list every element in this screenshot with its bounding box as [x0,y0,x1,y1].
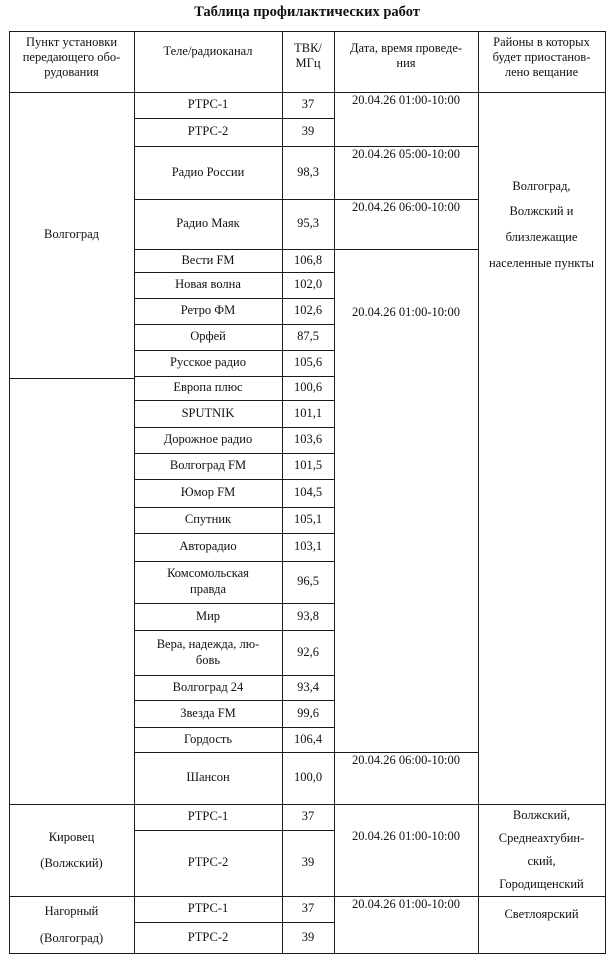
channel-cell: Комсомольская правда [167,566,249,596]
frequency-cell: 93,8 [297,608,319,623]
site-cell: Кировец (Волжский) [40,829,103,870]
channel-cell: Вести FM [181,252,235,267]
datetime-cell: 20.04.26 01:00-10:00 [352,829,460,844]
frequency-cell: 106,8 [293,252,323,267]
frequency-cell: 103,1 [293,539,323,554]
frequency-cell: 99,6 [297,705,319,720]
frequency-cell: 102,0 [293,277,323,292]
datetime-cell: 20.04.26 05:00-10:00 [352,147,460,161]
frequency-cell: 102,6 [293,303,323,318]
channel-cell: РТРС-1 [187,809,229,824]
channel-cell: Радио Маяк [176,216,240,231]
frequency-cell: 105,1 [293,512,323,527]
channel-cell: Дорожное радио [163,432,253,447]
frequency-cell: 95,3 [297,216,319,231]
site-divider [9,378,134,379]
table-title: Таблица профилактических работ [194,4,420,20]
channel-cell: Европа плюс [173,380,243,395]
frequency-cell: 39 [301,124,315,139]
channel-cell: Авторадио [179,539,237,554]
header-channel: Теле/радиоканал [163,44,253,58]
frequency-cell: 103,6 [293,432,323,447]
channel-cell: SPUTNIK [181,405,235,420]
channel-cell: Ретро ФМ [180,303,236,318]
frequency-cell: 39 [301,929,315,944]
channel-cell: Шансон [186,770,230,785]
table-border-right [605,31,606,953]
frequency-cell: 106,4 [293,731,323,746]
channel-cell: Звезда FM [180,705,236,720]
site-cell: Волгоград [43,227,99,242]
frequency-cell: 87,5 [297,329,319,344]
frequency-cell: 105,6 [293,355,323,370]
channel-cell: Волгоград FM [169,458,247,473]
header-districts: Районы в которых будет приостанов- лено вещание [492,35,591,79]
channel-cell: РТРС-1 [187,901,229,916]
frequency-cell: 98,3 [297,164,319,179]
frequency-cell: 92,6 [297,644,319,659]
header-freq: ТВК/ МГц [294,41,322,70]
channel-cell: Юмор FM [180,485,236,500]
channel-cell: Новая волна [175,277,241,292]
frequency-cell: 100,0 [293,770,323,785]
channel-cell: РТРС-1 [187,97,229,112]
channel-cell: Волгоград 24 [172,679,244,694]
channel-cell: РТРС-2 [187,855,229,870]
site-cell: Нагорный (Волгоград) [39,904,104,945]
frequency-cell: 39 [301,855,315,870]
frequency-cell: 96,5 [297,574,319,589]
header-datetime: Дата, время проведе- ния [349,41,463,70]
district-cell: Светлоярский [504,907,579,921]
district-cell: Волгоград, Волжский и близлежащие населенные пункты [488,178,595,270]
channel-cell: РТРС-2 [187,124,229,139]
frequency-cell: 101,5 [293,458,323,473]
frequency-cell: 37 [301,97,315,112]
channel-cell: Русское радио [170,355,246,370]
datetime-cell: 20.04.26 06:00-10:00 [352,753,460,767]
channel-cell: Орфей [190,329,226,344]
channel-cell: Вера, надежда, лю- бовь [156,636,260,667]
datetime-cell: 20.04.26 01:00-10:00 [352,93,460,107]
channel-cell: Спутник [184,512,232,527]
frequency-cell: 37 [301,901,315,916]
table-border-bottom [9,953,606,954]
frequency-cell: 93,4 [297,679,319,694]
district-cell: Волжский, Среднеахтубин- ский, Городищенский [498,807,585,892]
datetime-cell: 20.04.26 01:00-10:00 [352,897,460,911]
datetime-cell: 20.04.26 01:00-10:00 [352,304,460,319]
frequency-cell: 101,1 [293,405,323,420]
channel-cell: Радио России [171,164,245,179]
table-border-top [9,31,606,32]
frequency-cell: 37 [301,809,315,824]
header-site: Пункт установки передающего обо- рудования [22,35,121,79]
channel-cell: РТРС-2 [187,929,229,944]
channel-cell: Гордость [183,731,233,746]
channel-cell: Мир [195,608,221,623]
datetime-cell: 20.04.26 06:00-10:00 [352,200,460,214]
frequency-cell: 100,6 [293,380,323,395]
frequency-cell: 104,5 [293,485,323,500]
